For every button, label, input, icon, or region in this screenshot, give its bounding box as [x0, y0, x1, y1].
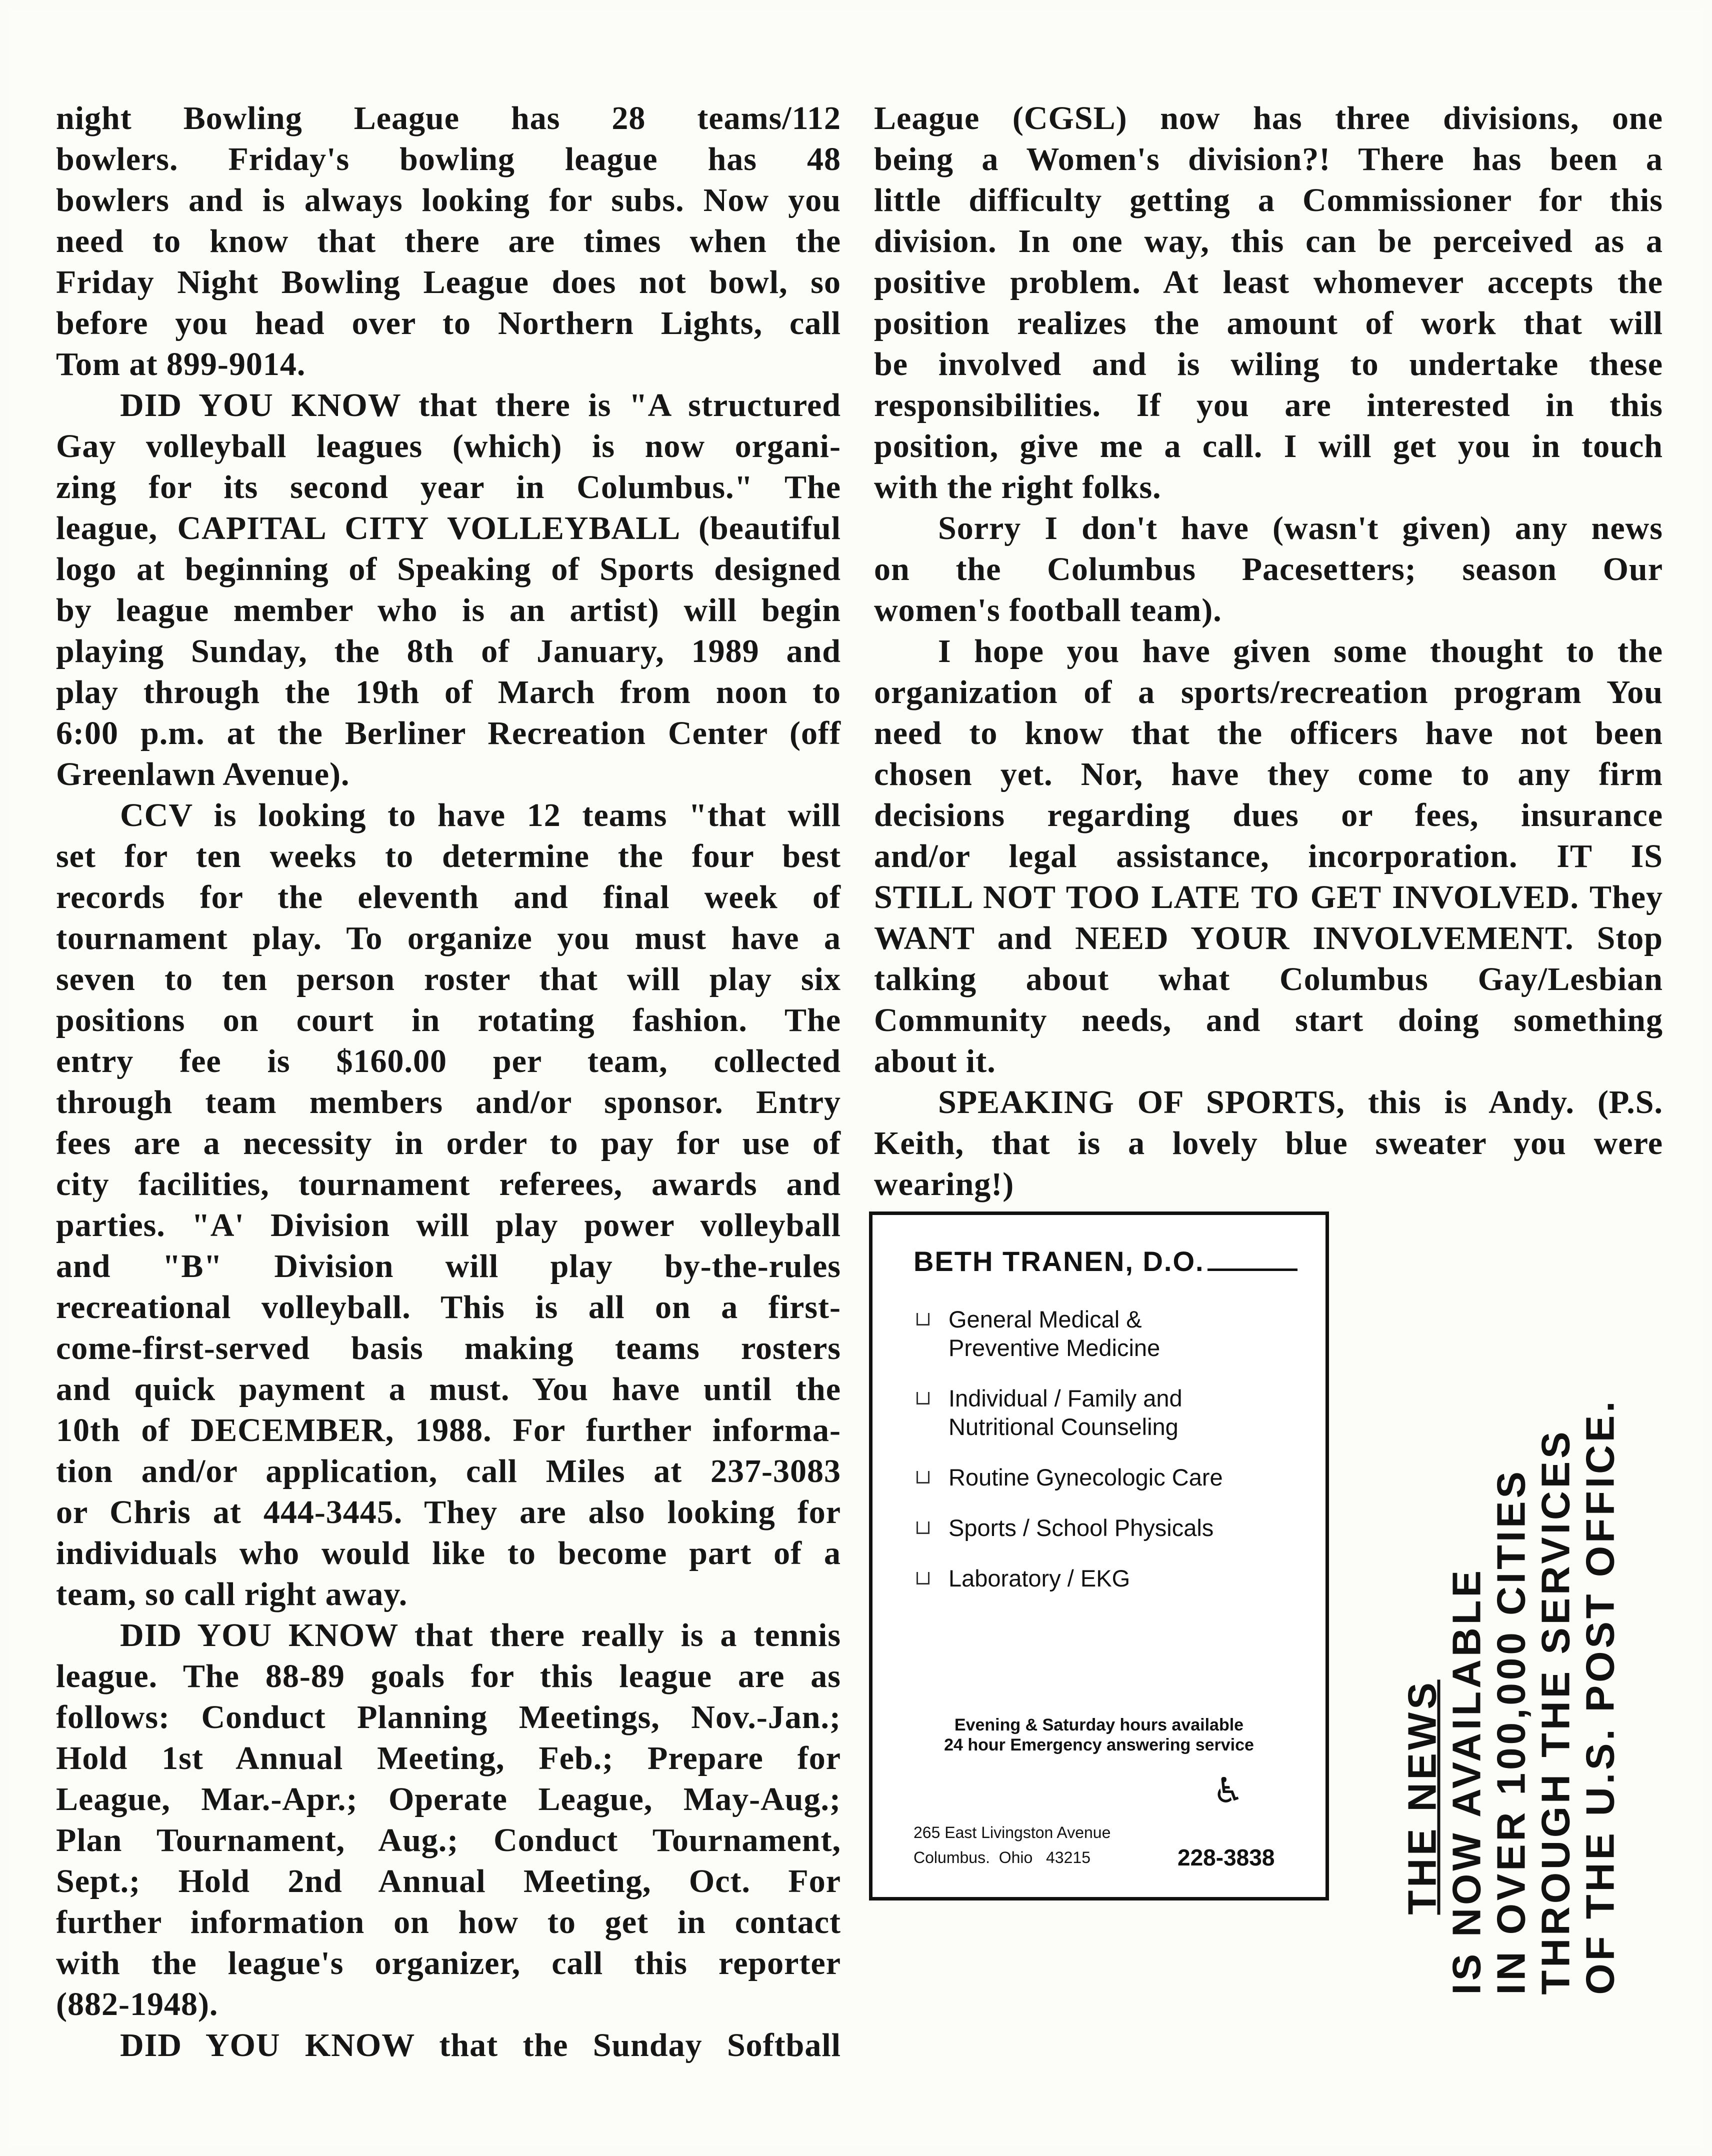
text-line: entry fee is $160.00 per team, collected	[56, 1043, 841, 1080]
hours-line: Evening & Saturday hours available	[954, 1716, 1244, 1734]
text-line: STILL NOT TOO LATE TO GET INVOLVED. They	[874, 879, 1663, 916]
service-label	[948, 1564, 1130, 1592]
notice-line: OF THE U.S. POST OFFICE.	[1578, 1398, 1622, 1995]
service-label-line: Laboratory / EKG	[948, 1565, 1130, 1592]
wheelchair-icon: ♿	[1212, 1771, 1244, 1810]
text-line: and "B" Division will play by-the-rules	[56, 1248, 841, 1284]
text-line: seven to ten person roster that will play six	[56, 961, 841, 998]
service-label-line: General Medical &	[948, 1306, 1142, 1332]
text-line: through team members and/or sponsor. Entry	[56, 1084, 841, 1120]
text-line: set for ten weeks to determine the four best	[56, 838, 841, 874]
service-label	[948, 1514, 1214, 1542]
text-line: DID YOU KNOW that there is "A structured	[120, 387, 841, 424]
notice-line: IS NOW AVAILABLE	[1444, 1568, 1489, 1995]
text-line: talking about what Columbus Gay/Lesbian	[874, 961, 1663, 998]
text-line: DID YOU KNOW that the Sunday Softball	[120, 2027, 841, 2064]
phone-number: 228-3838	[1178, 1844, 1275, 1870]
text-line: play through the 19th of March from noon to	[56, 674, 841, 710]
text-line: position realizes the amount of work that will	[874, 305, 1663, 342]
checkbox-icon	[916, 1471, 930, 1484]
title-rule	[1208, 1268, 1298, 1271]
text-line: Hold 1st Annual Meeting, Feb.; Prepare for	[56, 1740, 841, 1776]
text-line: chosen yet. Nor, have they come to any firm	[874, 756, 1663, 792]
text-line: before you head over to Northern Lights, call	[56, 305, 841, 342]
text-line: further information on how to get in contact	[56, 1904, 841, 1940]
text-line: positive problem. At least whomever accepts the	[874, 264, 1663, 300]
address-city: Columbus. Ohio 43215	[914, 1848, 1090, 1866]
service-label	[948, 1384, 1182, 1441]
left-article-column	[56, 98, 841, 2066]
checkbox-icon	[916, 1313, 930, 1326]
text-line: Keith, that is a lovely blue sweater you were	[874, 1125, 1663, 1162]
ad-title	[914, 1245, 1298, 1278]
hours-info	[872, 1715, 1326, 1755]
text-line: city facilities, tournament referees, awards and	[56, 1166, 841, 1202]
text-line: need to know that there are times when the	[56, 223, 841, 260]
service-item	[916, 1564, 1223, 1592]
service-label-line: Routine Gynecologic Care	[948, 1464, 1223, 1490]
text-line: I hope you have given some thought to the	[938, 633, 1663, 670]
text-line: fees are a necessity in order to pay for use of	[56, 1125, 841, 1162]
text-line: playing Sunday, the 8th of January, 1989 and	[56, 633, 841, 670]
text-line: Plan Tournament, Aug.; Conduct Tournament,	[56, 1822, 841, 1858]
text-line: Community needs, and start doing something	[874, 1002, 1663, 1038]
text-line: logo at beginning of Speaking of Sports designed	[56, 551, 841, 588]
address-street: 265 East Livingston Avenue	[914, 1824, 1111, 1842]
text-line: Gay volleyball leagues (which) is now organi-	[56, 428, 841, 464]
text-line: league. The 88-89 goals for this league are as	[56, 1658, 841, 1694]
post-office-notice	[1400, 1235, 1622, 1995]
service-label-line: Sports / School Physicals	[948, 1514, 1214, 1541]
checkbox-icon	[916, 1522, 930, 1534]
text-line: organization of a sports/recreation program You	[874, 674, 1663, 710]
text-line: night Bowling League has 28 teams/112	[56, 100, 841, 136]
text-line: with the league's organizer, call this reporter	[56, 1945, 841, 1982]
text-line: little difficulty getting a Commissioner for this	[874, 182, 1663, 218]
text-line: decisions regarding dues or fees, insurance	[874, 797, 1663, 834]
doctor-advertisement	[869, 1212, 1329, 1900]
service-label-line: Preventive Medicine	[948, 1334, 1160, 1361]
text-line: position, give me a call. I will get you in touch	[874, 428, 1663, 464]
text-line: by league member who is an artist) will begin	[56, 592, 841, 628]
checkbox-icon	[916, 1572, 930, 1584]
emergency-line: 24 hour Emergency answering service	[944, 1736, 1254, 1754]
text-line: need to know that the officers have not been	[874, 715, 1663, 752]
text-line: positions on court in rotating fashion. The	[56, 1002, 841, 1038]
text-line: CCV is looking to have 12 teams "that will	[120, 797, 841, 834]
text-line: being a Women's division?! There has been a	[874, 141, 1663, 178]
text-line: League, Mar.-Apr.; Operate League, May-Aug.;	[56, 1781, 841, 1818]
text-line: Tom at 899-9014.	[56, 346, 306, 382]
service-item	[916, 1305, 1223, 1362]
text-line: individuals who would like to become part of a	[56, 1535, 841, 1572]
right-article-column	[874, 98, 1663, 1205]
service-label	[948, 1463, 1223, 1492]
text-line: recreational volleyball. This is all on a first-	[56, 1289, 841, 1326]
text-line: records for the eleventh and final week of	[56, 879, 841, 916]
text-line: tion and/or application, call Miles at 237-3083	[56, 1453, 841, 1490]
text-line: and quick payment a must. You have until the	[56, 1371, 841, 1408]
text-line: SPEAKING OF SPORTS, this is Andy. (P.S.	[938, 1084, 1663, 1120]
service-item	[916, 1514, 1223, 1542]
text-line: wearing!)	[874, 1166, 1014, 1202]
service-item	[916, 1463, 1223, 1492]
text-line: 6:00 p.m. at the Berliner Recreation Center (off	[56, 715, 841, 752]
text-line: with the right folks.	[874, 469, 1162, 506]
ad-title-text: BETH TRANEN, D.O.	[914, 1246, 1204, 1277]
text-line: be involved and is wiling to undertake these	[874, 346, 1663, 382]
text-line: on the Columbus Pacesetters; season Our	[874, 551, 1663, 588]
text-line: parties. "A' Division will play power volleyball	[56, 1207, 841, 1244]
text-line: women's football team).	[874, 592, 1222, 628]
notice-line: THROUGH THE SERVICES	[1533, 1428, 1578, 1995]
text-line: division. In one way, this can be perceived as a	[874, 223, 1663, 260]
text-line: League (CGSL) now has three divisions, one	[874, 100, 1663, 136]
service-label-line: Individual / Family and	[948, 1385, 1182, 1412]
text-line: follows: Conduct Planning Meetings, Nov.-Jan.;	[56, 1699, 841, 1736]
text-line: responsibilities. If you are interested in this	[874, 387, 1663, 424]
text-line: zing for its second year in Columbus." The	[56, 469, 841, 506]
notice-line: IN OVER 100,000 CITIES	[1488, 1468, 1534, 1995]
text-line: Friday Night Bowling League does not bowl, so	[56, 264, 841, 300]
text-line: or Chris at 444-3445. They are also looking for	[56, 1494, 841, 1530]
notice-heading: THE NEWS	[1400, 1680, 1444, 1915]
text-line: come-first-served basis making teams rosters	[56, 1330, 841, 1366]
text-line: WANT and NEED YOUR INVOLVEMENT. Stop	[874, 920, 1663, 956]
text-line: and/or legal assistance, incorporation. IT IS	[874, 838, 1663, 874]
text-line: about it.	[874, 1043, 996, 1080]
services-list	[916, 1305, 1223, 1614]
text-line: Sorry I don't have (wasn't given) any news	[938, 510, 1663, 546]
text-line: Greenlawn Avenue).	[56, 756, 350, 792]
service-item	[916, 1384, 1223, 1441]
text-line: league, CAPITAL CITY VOLLEYBALL (beautiful	[56, 510, 841, 546]
text-line: Sept.; Hold 2nd Annual Meeting, Oct. For	[56, 1863, 841, 1900]
text-line: team, so call right away.	[56, 1576, 408, 1612]
text-line: tournament play. To organize you must have a	[56, 920, 841, 956]
service-label-line: Nutritional Counseling	[948, 1414, 1178, 1440]
text-line: bowlers. Friday's bowling league has 48	[56, 141, 841, 178]
address	[914, 1820, 1110, 1870]
service-label	[948, 1305, 1160, 1362]
text-line: bowlers and is always looking for subs. Now you	[56, 182, 841, 218]
text-line: DID YOU KNOW that there really is a tennis	[120, 1617, 841, 1654]
text-line: 10th of DECEMBER, 1988. For further informa-	[56, 1412, 841, 1448]
checkbox-icon	[916, 1392, 930, 1404]
text-line: (882-1948).	[56, 1986, 218, 2022]
